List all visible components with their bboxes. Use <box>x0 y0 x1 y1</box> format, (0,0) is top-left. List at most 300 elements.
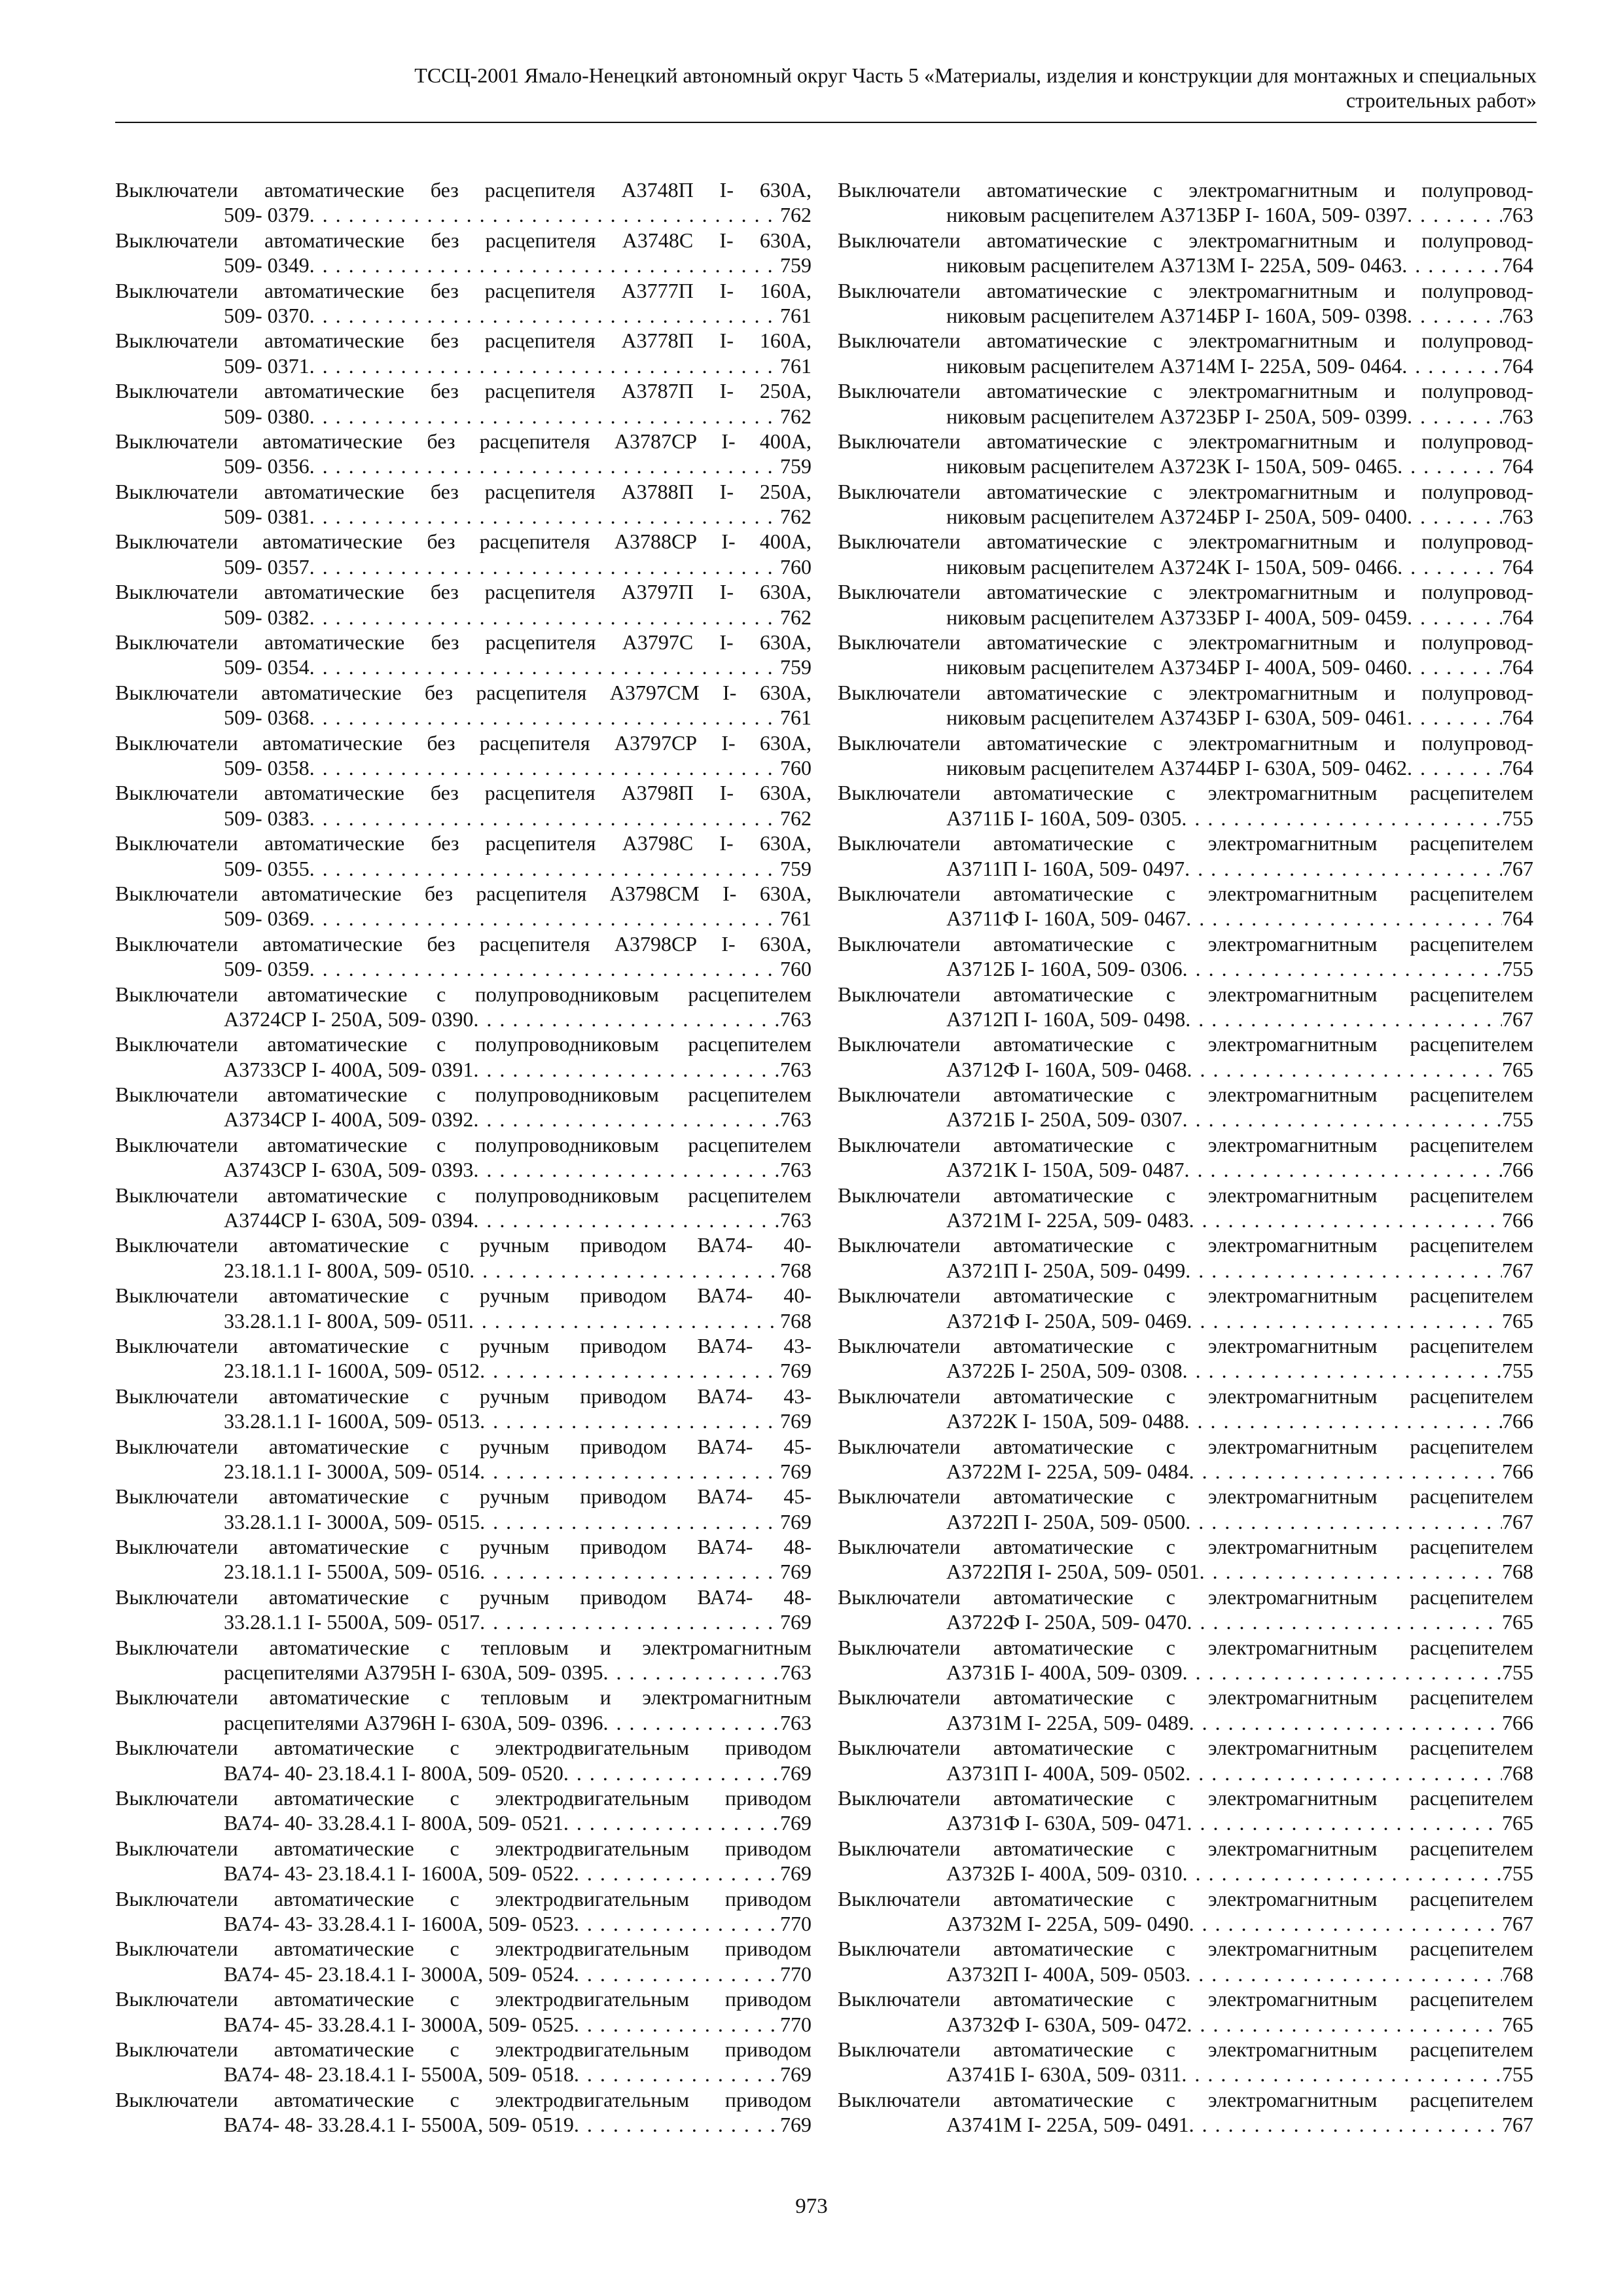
index-entry-detail <box>115 1459 812 1484</box>
index-entry-reference: 509- 0355 <box>224 856 310 880</box>
index-entry-page: 761 <box>780 706 812 730</box>
dot-leader <box>1183 956 1502 981</box>
dot-leader <box>480 1358 780 1383</box>
index-entry-detail <box>838 454 1533 478</box>
index-entry-page: 769 <box>780 1610 812 1634</box>
index-entry-reference: ВА74- 40- 23.18.4.1 I- 800А, 509- 0520 <box>224 1761 563 1785</box>
index-entry-title: Выключатели автоматические с электромагнитным и полупровод- <box>838 630 1533 655</box>
index-entry-detail <box>115 1660 812 1685</box>
running-header-line-2: строительных работ» <box>1346 88 1537 112</box>
index-entry-page: 762 <box>780 605 812 629</box>
index-entry-page: 765 <box>1502 1811 1533 1835</box>
index-entry <box>838 881 1533 931</box>
index-entry-detail <box>838 2112 1533 2137</box>
index-entry <box>115 881 812 931</box>
index-entry-page: 766 <box>1502 1459 1533 1483</box>
index-entry-reference: А3721Б I- 250А, 509- 0307 <box>946 1107 1183 1132</box>
index-entry-title: Выключатели автоматические с ручным приводом ВА74- 45- <box>115 1484 812 1509</box>
index-entry-title: Выключатели автоматические без расцепителя А3798С I- 630А, <box>115 831 812 855</box>
index-entry-detail <box>115 1258 812 1283</box>
index-entry-reference: 509- 0383 <box>224 806 310 830</box>
index-entry-detail <box>115 906 812 931</box>
index-entry-page: 763 <box>780 1710 812 1734</box>
index-entry-page: 769 <box>780 1509 812 1534</box>
index-entry-page: 755 <box>1502 806 1533 830</box>
dot-leader <box>1186 1308 1502 1333</box>
index-entry-page: 764 <box>1502 706 1533 730</box>
index-entry-detail <box>115 454 812 478</box>
dot-leader <box>574 1861 780 1886</box>
index-entry <box>115 1484 812 1534</box>
dot-leader <box>1186 1609 1502 1634</box>
index-entry <box>115 780 812 831</box>
index-entry-detail <box>115 605 812 630</box>
index-entry-detail <box>838 1358 1533 1383</box>
index-entry-page: 763 <box>780 1007 812 1031</box>
index-entry <box>838 1082 1533 1132</box>
dot-leader <box>310 655 780 679</box>
dot-leader <box>1183 1358 1502 1383</box>
index-entry-title: Выключатели автоматические с электромагнитным расцепителем <box>838 1886 1533 1910</box>
index-entry <box>838 831 1533 881</box>
dot-leader <box>1407 404 1502 429</box>
index-entry-reference: 23.18.1.1 I- 5500А, 509- 0516 <box>224 1560 480 1584</box>
index-entry-detail <box>838 856 1533 881</box>
index-entry-title: Выключатели автоматические с ручным приводом ВА74- 43- <box>115 1384 812 1408</box>
index-entry-detail <box>115 1157 812 1182</box>
index-entry-reference: А3721К I- 150А, 509- 0487 <box>946 1158 1185 1182</box>
dot-leader <box>310 806 780 831</box>
index-entry-title: Выключатели автоматические с электромагнитным расцепителем <box>838 1836 1533 1860</box>
index-entry <box>838 479 1533 529</box>
index-entry-detail <box>115 1911 812 1936</box>
dot-leader <box>1186 2012 1502 2037</box>
index-entry <box>838 1183 1533 1233</box>
index-entry-title: Выключатели автоматические с электромагнитным и полупровод- <box>838 580 1533 604</box>
index-entry <box>115 328 812 378</box>
index-entry-title: Выключатели автоматические с электромагнитным расцепителем <box>838 1132 1533 1157</box>
index-entry-page: 755 <box>1502 1107 1533 1132</box>
index-entry <box>115 680 812 730</box>
index-entry-title: Выключатели автоматические с электромагнитным расцепителем <box>838 781 1533 805</box>
index-entry <box>838 1384 1533 1434</box>
index-entry <box>115 1585 812 1635</box>
index-entry-page: 755 <box>1502 1359 1533 1383</box>
index-entry-title: Выключатели автоматические с электромагнитным расцепителем <box>838 1434 1533 1458</box>
index-entry-page: 763 <box>1502 203 1533 227</box>
index-entry-page: 761 <box>780 303 812 327</box>
index-entry-title: Выключатели автоматические с ручным приводом ВА74- 43- <box>115 1333 812 1357</box>
index-entry-detail <box>838 806 1533 831</box>
index-entry-reference: 509- 0354 <box>224 655 310 679</box>
index-entry-title: Выключатели автоматические без расцепителя А3777П I- 160А, <box>115 278 812 302</box>
index-column-left <box>115 177 812 2137</box>
index-entry-title: Выключатели автоматические с электромагнитным и полупровод- <box>838 479 1533 503</box>
index-entry-page: 769 <box>780 2113 812 2137</box>
index-entry-detail <box>838 605 1533 630</box>
index-entry-page: 763 <box>1502 303 1533 327</box>
index-entry-detail <box>838 1810 1533 1835</box>
index-entry-detail <box>838 655 1533 679</box>
index-entry-page: 762 <box>780 203 812 227</box>
index-entry-detail <box>115 1761 812 1785</box>
index-entry-page: 760 <box>780 554 812 579</box>
index-entry-detail <box>838 1208 1533 1232</box>
index-entry-reference: расцепителями А3796Н I- 630А, 509- 0396 <box>224 1710 603 1734</box>
index-entry-reference: А3743СР I- 630А, 509- 0393 <box>224 1158 474 1182</box>
index-entry-title: Выключатели автоматические с полупроводниковым расцепителем <box>115 1183 812 1207</box>
index-entry <box>838 1283 1533 1333</box>
dot-leader <box>1181 2062 1502 2087</box>
index-entry-detail <box>838 755 1533 780</box>
dot-leader <box>1407 605 1502 630</box>
index-entry <box>838 579 1533 630</box>
index-entry-title: Выключатели автоматические с полупроводниковым расцепителем <box>115 1032 812 1056</box>
index-entry-page: 766 <box>1502 1409 1533 1433</box>
index-entry <box>115 630 812 680</box>
index-entry-title: Выключатели автоматические с электромагнитным расцепителем <box>838 1484 1533 1509</box>
index-entry-reference: А3711Ф I- 160А, 509- 0467 <box>946 906 1186 931</box>
running-header-line-1: ТССЦ-2001 Ямало-Ненецкий автономный округ Часть 5 «Материалы, изделия и конструкции для монтажных и специальных <box>414 63 1537 87</box>
index-entry-detail <box>115 2062 812 2087</box>
dot-leader <box>603 1710 780 1735</box>
index-entry-page: 762 <box>780 505 812 529</box>
dot-leader <box>563 1761 780 1785</box>
index-entry-title: Выключатели автоматические с электромагнитным и полупровод- <box>838 178 1533 202</box>
index-entry <box>838 1031 1533 1082</box>
index-entry-reference: 509- 0382 <box>224 605 310 629</box>
index-entry-page: 767 <box>1502 1911 1533 1935</box>
dot-leader <box>310 253 780 278</box>
index-entry-reference: 509- 0371 <box>224 353 310 378</box>
index-entry-title: Выключатели автоматические с электромагнитным и полупровод- <box>838 429 1533 453</box>
dot-leader <box>1402 353 1502 378</box>
index-entry-title: Выключатели автоматические без расцепителя А3748С I- 630А, <box>115 228 812 252</box>
index-entry-title: Выключатели автоматические с электродвигательным приводом <box>115 2037 812 2061</box>
index-entry-page: 769 <box>780 1811 812 1835</box>
index-entry-reference: А3732М I- 225А, 509- 0490 <box>946 1911 1189 1935</box>
index-entry-title: Выключатели автоматические с электромагнитным расцепителем <box>838 1937 1533 1961</box>
index-entry <box>838 1484 1533 1534</box>
index-entry-title: Выключатели автоматические с электромагнитным расцепителем <box>838 1736 1533 1760</box>
index-entry <box>115 1333 812 1384</box>
index-entry-title: Выключатели автоматические без расцепителя А3788П I- 250А, <box>115 479 812 503</box>
index-entry <box>838 1333 1533 1384</box>
index-entry-reference: А3734СР I- 400А, 509- 0392 <box>224 1107 474 1132</box>
page-number: 973 <box>795 2195 828 2218</box>
index-entry-page: 763 <box>780 1158 812 1182</box>
index-entry-reference: А3731Б I- 400А, 509- 0309 <box>946 1660 1183 1685</box>
index-entry <box>838 1534 1533 1585</box>
index-entry-reference: А3722ПЯ I- 250А, 509- 0501 <box>946 1560 1200 1584</box>
index-entry-page: 769 <box>780 1359 812 1383</box>
dot-leader <box>469 1308 780 1333</box>
index-entry-title: Выключатели автоматические без расцепителя А3788СР I- 400А, <box>115 529 812 554</box>
index-entry <box>838 1434 1533 1484</box>
dot-leader <box>1407 655 1502 679</box>
index-entry-page: 764 <box>1502 253 1533 278</box>
dot-leader <box>574 1911 780 1936</box>
dot-leader <box>1186 1810 1502 1835</box>
dot-leader <box>1189 2112 1502 2137</box>
dot-leader <box>603 1660 780 1685</box>
index-entry-reference: 33.28.1.1 I- 1600А, 509- 0513 <box>224 1409 480 1433</box>
index-entry-detail <box>838 353 1533 378</box>
index-entry-page: 766 <box>1502 1158 1533 1182</box>
index-entry-detail <box>115 1057 812 1082</box>
dot-leader <box>1407 303 1502 328</box>
index-entry-detail <box>115 705 812 730</box>
dot-leader <box>310 202 780 227</box>
index-entry-page: 765 <box>1502 2012 1533 2036</box>
index-entry-reference: 509- 0357 <box>224 554 310 579</box>
index-entry-page: 767 <box>1502 856 1533 880</box>
index-entry-title: Выключатели автоматические с электродвигательным приводом <box>115 1786 812 1810</box>
index-entry-detail <box>838 303 1533 328</box>
index-entry-reference: А3712Ф I- 160А, 509- 0468 <box>946 1057 1187 1081</box>
index-entry <box>115 1986 812 2037</box>
dot-leader <box>1407 755 1502 780</box>
index-entry-page: 768 <box>1502 1962 1533 1986</box>
dot-leader <box>1189 1911 1502 1936</box>
dot-leader <box>310 605 780 630</box>
index-entry <box>115 1785 812 1836</box>
index-entry-reference: А3731Ф I- 630А, 509- 0471 <box>946 1811 1187 1835</box>
index-entry-reference: А3711Б I- 160А, 509- 0305 <box>946 806 1182 830</box>
index-entry-detail <box>115 755 812 780</box>
index-entry-detail <box>115 856 812 881</box>
index-entry-reference: никовым расцепителем А3713БР I- 160А, 509- 0397 <box>946 203 1407 227</box>
dot-leader <box>1185 1962 1502 1986</box>
index-entry <box>115 1534 812 1585</box>
index-entry-title: Выключатели автоматические без расцепителя А3797СР I- 630А, <box>115 730 812 755</box>
index-entry-reference: 509- 0349 <box>224 253 310 278</box>
index-entry-page: 770 <box>780 2012 812 2036</box>
index-entry-detail <box>838 1861 1533 1886</box>
index-entry-page: 765 <box>1502 1308 1533 1333</box>
index-entry-page: 755 <box>1502 1861 1533 1886</box>
index-entry-page: 768 <box>1502 1560 1533 1584</box>
header-rule <box>115 122 1537 123</box>
index-entry-detail <box>838 1911 1533 1936</box>
index-entry-page: 769 <box>780 2062 812 2087</box>
dot-leader <box>1407 504 1502 529</box>
index-entry-title: Выключатели автоматические с электродвигательным приводом <box>115 1987 812 2011</box>
index-entry-page: 763 <box>780 1660 812 1685</box>
dot-leader <box>574 1962 780 1986</box>
index-entry-title: Выключатели автоматические с электромагнитным расцепителем <box>838 1233 1533 1257</box>
index-entry-reference: 509- 0379 <box>224 203 310 227</box>
index-entry-reference: ВА74- 45- 23.18.4.1 I- 3000А, 509- 0524 <box>224 1962 574 1986</box>
dot-leader <box>310 303 780 328</box>
index-entry-detail <box>115 1007 812 1031</box>
index-entry-title: Выключатели автоматические с электромагнитным и полупровод- <box>838 228 1533 252</box>
index-entry <box>838 680 1533 730</box>
index-column-right <box>838 177 1533 2137</box>
index-entry-title: Выключатели автоматические с полупроводниковым расцепителем <box>115 1083 812 1107</box>
dot-leader <box>1397 554 1502 579</box>
index-entry-page: 770 <box>780 1962 812 1986</box>
dot-leader <box>1185 856 1502 881</box>
index-entry-reference: 23.18.1.1 I- 3000А, 509- 0514 <box>224 1459 480 1483</box>
index-entry-title: Выключатели автоматические с электродвигательным приводом <box>115 1886 812 1910</box>
index-entry <box>115 1082 812 1132</box>
index-entry-title: Выключатели автоматические с электромагнитным и полупровод- <box>838 379 1533 403</box>
index-entry-detail <box>838 1962 1533 1986</box>
dot-leader <box>1185 1509 1502 1534</box>
index-entry-reference: никовым расцепителем А3713М I- 225А, 509- 0463 <box>946 253 1402 278</box>
index-entry-page: 764 <box>1502 906 1533 931</box>
index-entry-reference: А3724СР I- 250А, 509- 0390 <box>224 1007 474 1031</box>
index-entry-title: Выключатели автоматические с электромагнитным и полупровод- <box>838 278 1533 302</box>
index-entry-title: Выключатели автоматические с электромагнитным расцепителем <box>838 1283 1533 1308</box>
index-entry <box>115 228 812 278</box>
index-entry-page: 769 <box>780 1761 812 1785</box>
index-entry <box>115 2037 812 2087</box>
index-entry-reference: 509- 0359 <box>224 957 310 981</box>
index-entry-detail <box>115 1408 812 1433</box>
dot-leader <box>310 504 780 529</box>
dot-leader <box>480 1459 780 1484</box>
index-entry <box>115 177 812 228</box>
index-entry-reference: А3732Ф I- 630А, 509- 0472 <box>946 2012 1187 2036</box>
index-entry <box>115 1183 812 1233</box>
index-entry <box>115 1384 812 1434</box>
index-entry-detail <box>838 1761 1533 1785</box>
index-entry-detail <box>115 1609 812 1634</box>
index-entry-page: 764 <box>1502 755 1533 780</box>
index-entry-title: Выключатели автоматические с электродвигательным приводом <box>115 2087 812 2111</box>
index-entry-title: Выключатели автоматические без расцепителя А3798П I- 630А, <box>115 781 812 805</box>
index-entry <box>115 1283 812 1333</box>
index-entry-detail <box>838 1308 1533 1333</box>
index-entry-reference: 33.28.1.1 I- 5500А, 509- 0517 <box>224 1610 480 1634</box>
index-entry-title: Выключатели автоматические с ручным приводом ВА74- 48- <box>115 1585 812 1609</box>
dot-leader <box>1402 253 1502 278</box>
index-entry-title: Выключатели автоматические без расцепителя А3798СМ I- 630А, <box>115 881 812 905</box>
index-entry-title: Выключатели автоматические с электромагнитным расцепителем <box>838 2087 1533 2111</box>
index-entry-detail <box>115 1358 812 1383</box>
index-entry-detail <box>838 1559 1533 1584</box>
index-entry-reference: 23.18.1.1 I- 1600А, 509- 0512 <box>224 1359 480 1383</box>
index-entry-reference: А3741Б I- 630А, 509- 0311 <box>946 2062 1182 2087</box>
index-entry-reference: 509- 0381 <box>224 505 310 529</box>
dot-leader <box>574 2112 780 2137</box>
index-entry-reference: 509- 0356 <box>224 454 310 478</box>
index-entry-reference: А3722Б I- 250А, 509- 0308 <box>946 1359 1183 1383</box>
index-entry-detail <box>838 1107 1533 1132</box>
index-entry-title: Выключатели автоматические с электродвигательным приводом <box>115 1836 812 1860</box>
index-entry-title: Выключатели автоматические без расцепителя А3787П I- 250А, <box>115 379 812 403</box>
dot-leader <box>480 1559 780 1584</box>
index-entry <box>838 1936 1533 1986</box>
dot-leader <box>1200 1559 1502 1584</box>
index-entry-page: 755 <box>1502 1660 1533 1685</box>
index-entry-title: Выключатели автоматические с электромагнитным расцепителем <box>838 1635 1533 1659</box>
index-entry-title: Выключатели автоматические с электромагнитным расцепителем <box>838 931 1533 956</box>
index-entry <box>838 1785 1533 1836</box>
dot-leader <box>1407 705 1502 730</box>
index-entry <box>115 1635 812 1685</box>
index-entry <box>838 1685 1533 1735</box>
index-entry-detail <box>115 1208 812 1232</box>
index-entry-title: Выключатели автоматические с электромагнитным расцепителем <box>838 1384 1533 1408</box>
index-entry-detail <box>115 303 812 328</box>
index-entry-page: 765 <box>1502 1057 1533 1081</box>
index-entry-title: Выключатели автоматические с электромагнитным и полупровод- <box>838 680 1533 704</box>
index-entry-title: Выключатели автоматические с электромагнитным расцепителем <box>838 1333 1533 1357</box>
index-entry <box>115 1685 812 1735</box>
index-entry-detail <box>115 1962 812 1986</box>
index-entry-page: 769 <box>780 1459 812 1483</box>
index-entry-detail <box>838 2012 1533 2037</box>
index-entry-title: Выключатели автоматические с электродвигательным приводом <box>115 1937 812 1961</box>
index-entry-title: Выключатели автоматические с электромагнитным расцепителем <box>838 831 1533 855</box>
index-entry-detail <box>115 353 812 378</box>
index-entry <box>838 630 1533 680</box>
dot-leader <box>310 906 780 931</box>
index-entry <box>115 982 812 1032</box>
index-entry-title: Выключатели автоматические без расцепителя А3797П I- 630А, <box>115 580 812 604</box>
index-entry-detail <box>115 1308 812 1333</box>
dot-leader <box>310 956 780 981</box>
index-entry-detail <box>115 202 812 227</box>
index-entry <box>115 1735 812 1785</box>
index-entry-detail <box>838 906 1533 931</box>
index-entry <box>838 730 1533 781</box>
index-entry-reference: А3731М I- 225А, 509- 0489 <box>946 1710 1189 1734</box>
index-entry-reference: 33.28.1.1 I- 800А, 509- 0511 <box>224 1308 469 1333</box>
index-entry-reference: А3722К I- 150А, 509- 0488 <box>946 1409 1185 1433</box>
index-entry-reference: ВА74- 48- 23.18.4.1 I- 5500А, 509- 0518 <box>224 2062 574 2087</box>
index-entry <box>115 479 812 529</box>
index-entry <box>838 931 1533 982</box>
index-entry-reference: А3733СР I- 400А, 509- 0391 <box>224 1057 474 1081</box>
index-entry-page: 766 <box>1502 1208 1533 1232</box>
index-entry-detail <box>115 1810 812 1835</box>
index-entry <box>838 228 1533 278</box>
dot-leader <box>310 705 780 730</box>
index-entry-title: Выключатели автоматические с электромагнитным расцепителем <box>838 982 1533 1006</box>
index-entry-detail <box>115 956 812 981</box>
index-entry <box>838 378 1533 429</box>
index-entry-page: 764 <box>1502 353 1533 378</box>
dot-leader <box>1397 454 1502 478</box>
index-entry <box>115 1434 812 1484</box>
dot-leader <box>1183 1107 1502 1132</box>
index-entry-reference: А3732П I- 400А, 509- 0503 <box>946 1962 1186 1986</box>
index-entry-page: 768 <box>1502 1761 1533 1785</box>
dot-leader <box>1185 1408 1502 1433</box>
index-entry-detail <box>115 2112 812 2137</box>
index-entry-title: Выключатели автоматические с ручным приводом ВА74- 45- <box>115 1434 812 1458</box>
dot-leader <box>469 1258 780 1283</box>
index-entry-title: Выключатели автоматические с ручным приводом ВА74- 40- <box>115 1283 812 1308</box>
index-entry-reference: А3731П I- 400А, 509- 0502 <box>946 1761 1186 1785</box>
index-entry-title: Выключатели автоматические с полупроводниковым расцепителем <box>115 1132 812 1157</box>
running-header <box>115 63 1537 113</box>
index-entry-title: Выключатели автоматические с полупроводниковым расцепителем <box>115 982 812 1006</box>
dot-leader <box>1183 1660 1502 1685</box>
dot-leader <box>1186 1057 1502 1082</box>
dot-leader <box>574 2012 780 2037</box>
index-entry-detail <box>838 504 1533 529</box>
index-entry-reference: никовым расцепителем А3733БР I- 400А, 509- 0459 <box>946 605 1407 629</box>
dot-leader <box>1183 1861 1502 1886</box>
index-entry-detail <box>838 1057 1533 1082</box>
index-entry-detail <box>115 1861 812 1886</box>
dot-leader <box>574 2062 780 2087</box>
